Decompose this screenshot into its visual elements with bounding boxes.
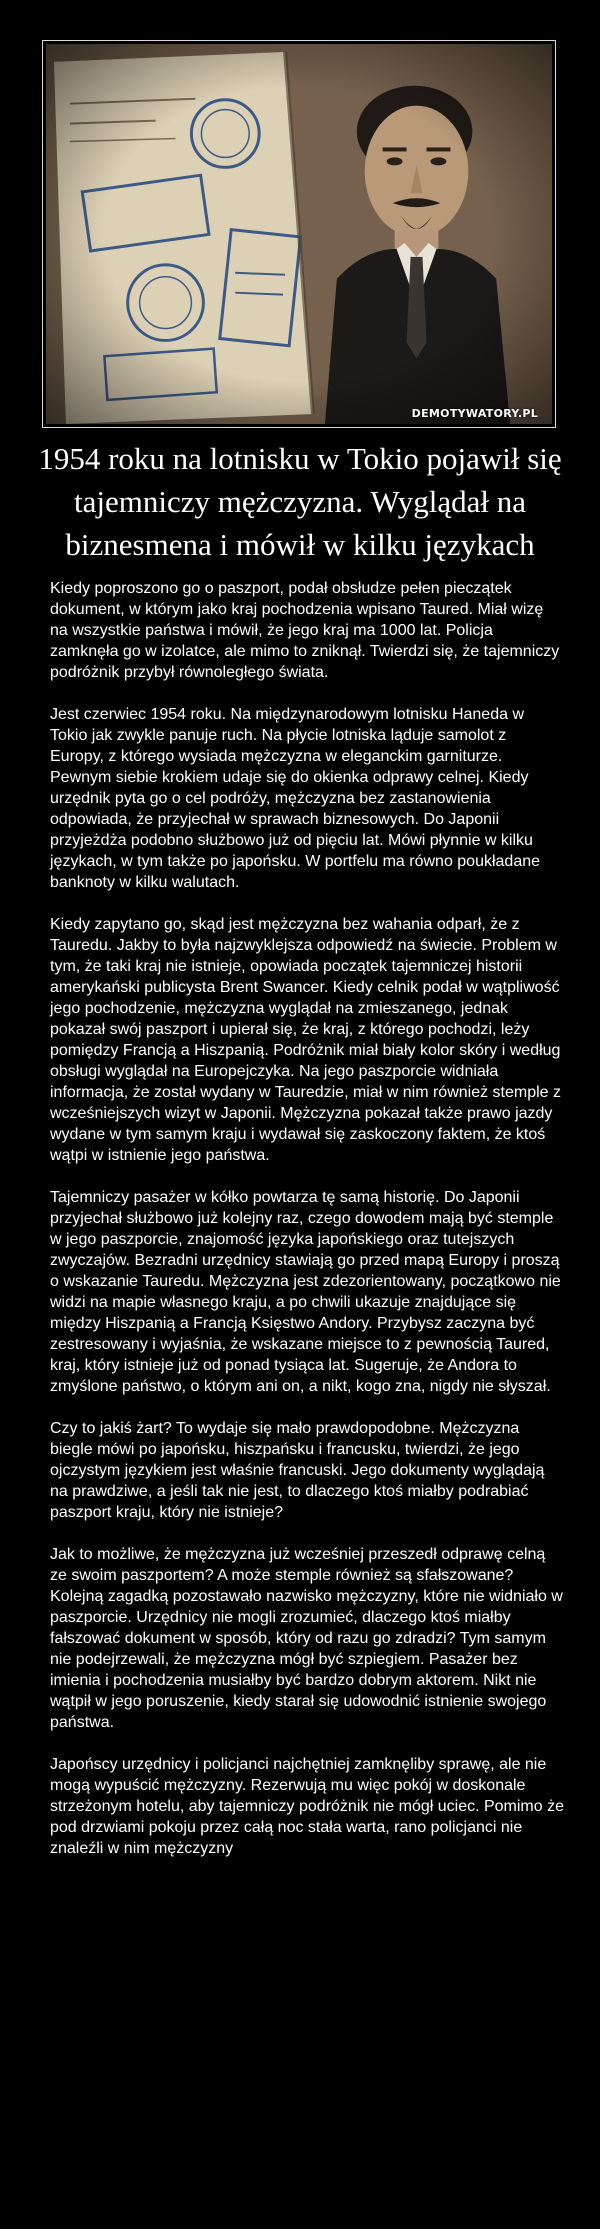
photo-frame: [42, 40, 556, 428]
headline: 1954 roku na lotnisku w Tokio pojawił się tajemniczy mężczyzna. Wyglądał na biznesmena i mówił w kilku językach: [38, 441, 562, 562]
passport-and-man-illustration: [46, 44, 552, 424]
article-body: [50, 578, 564, 1880]
paragraph: Japońscy urzędnicy i policjanci najchętniej zamknęliby sprawę, ale nie mogą wypuścić mężczyzny. Rezerwują mu więc pokój w doskonale strzeżonym hotelu, aby tajemniczy podróżnik nie mógł uciec. Pomimo że pod drzwiami pokoju przez całą noc stała warta, rano policjanci nie znaleźli w nim mężczyzny: [50, 1756, 564, 1857]
paragraph: Kiedy poproszono go o paszport, podał obsłudze pełen pieczątek dokument, w którym jako kraj pochodzenia wpisano Taured. Miał wizę na wszystkie państwa i mówił, że jego kraj ma 1000 lat. Policja zamknęła go w izolatce, ale mimo to zniknął. Twierdzi się, że tajemniczy podróżnik przybył równoległego świata.: [50, 580, 560, 681]
paragraph: Tajemniczy pasażer w kółko powtarza tę samą historię. Do Japonii przyjechał służbowo już kolejny raz, czego dowodem mają być stemple w jego paszporcie, znajomość języka japońskiego oraz tutejszych zwyczajów. Bezradni urzędnicy stawiają go przed mapą Europy i proszą o wskazanie Tauredu. Mężczyzna jest zdezorientowany, początkowo nie widzi na mapie własnego kraju, a po chwili ukazuje znajdujące się między Hiszpanią a Francją Księstwo Andory. Przybysz zaczyna być zestresowany i wyjaśnia, że wskazane miejsce to z pewnością Taured, kraj, który istnieje już od ponad tysiąca lat. Sugeruje, że Andora to zmyślone państwo, o którym ani on, a nikt, kogo zna, nigdy nie słyszał.: [50, 1189, 561, 1395]
paragraph: Kiedy zapytano go, skąd jest mężczyzna bez wahania odparł, że z Tauredu. Jakby to była najzwyklejsza odpowiedź na świecie. Problem w tym, że taki kraj nie istnieje, opowiada początek tajemniczej historii amerykański publicysta Brent Swancer. Kiedy celnik podał w wątpliwość jego pochodzenie, mężczyzna wyglądał na zmieszanego, jednak pokazał swój paszport i upierał się, że kraj, z którego pochodzi, leży pomiędzy Francją a Hiszpanią. Podróżnik miał biały kolor skóry i według obsługi wyglądał na Europejczyka. Na jego paszporcie widniała informacja, że został wydany w Tauredzie, miał w nim również stemple z wcześniejszych wizyt w Japonii. Mężczyzna pokazał także prawo jazdy wydane w tym samym kraju i wydawał się zaskoczony faktem, że ktoś wątpi w istnienie jego państwa.: [50, 916, 562, 1164]
paragraph: Jest czerwiec 1954 roku. Na międzynarodowym lotnisku Haneda w Tokio jak zwykle panuje ruch. Na płycie lotniska ląduje samolot z Europy, z którego wysiada mężczyzna w eleganckim garniturze. Pewnym siebie krokiem udaje się do okienka odprawy celnej. Kiedy urzędnik pyta go o cel podróży, mężczyzna bez zastanowienia odpowiada, że przyjechał w sprawach biznesowych. Do Japonii przyjeżdża podobno służbowo już od pięciu lat. Mówi płynnie w kilku językach, w tym także po japońsku. W portfelu ma równo poukładane banknoty w kilku walutach.: [50, 706, 541, 891]
paragraph: Czy to jakiś żart? To wydaje się mało prawdopodobne. Mężczyzna biegle mówi po japońsku, hiszpańsku i francusku, twierdzi, że jego ojczystym językiem jest właśnie francuski. Jego dokumenty wyglądają na prawdziwe, a jeśli tak nie jest, to dlaczego ktoś miałby podrabiać paszport kraju, który nie istnieje?: [50, 1420, 545, 1521]
paragraph: Jak to możliwe, że mężczyzna już wcześniej przeszedł odprawę celną ze swoim paszportem? A może stemple również są sfałszowane? Kolejną zagadką pozostawało nazwisko mężczyzny, które nie widniało w paszporcie. Urzędnicy nie mogli zrozumieć, dlaczego ktoś miałby fałszować dokument w sposób, który od razu go zdradzi? Tym samym nie podejrzewali, że mężczyzna mógł być szpiegiem. Pasażer bez imienia i pochodzenia musiałby być bardzo dobrym aktorem. Nikt nie wątpił w jego poruszenie, kiedy starał się udowodnić istnienie swojego państwa.: [50, 1546, 563, 1731]
photo: [46, 44, 552, 424]
watermark: DEMOTYWATORY.PL: [411, 407, 538, 420]
